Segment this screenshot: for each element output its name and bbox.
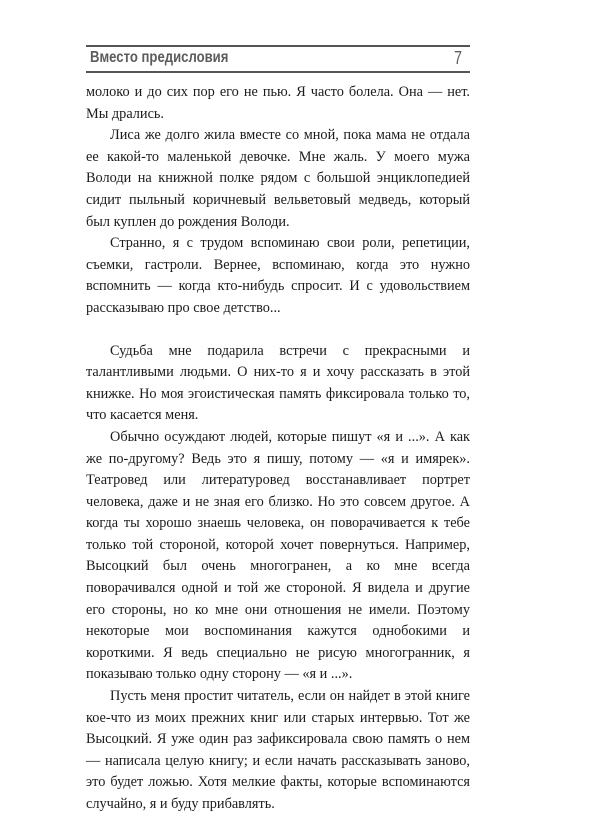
paragraph: Пусть меня простит читатель, если он найдет в этой книге кое-что из моих прежних книг или старых интервью. Тот же Высоцкий. Я уже один раз зафиксировала свою память о нем — написала целую книгу; и если начать рассказывать заново, это будет ложью. Хотя мелкие факты, которые вспоминаются случайно, я и буду прибавлять. [86,688,470,812]
paragraph: Судьба мне подарила встречи с прекрасными и талантливыми людьми. О них-то я и хочу рассказать в этой книжке. Но моя эгоистическая память фиксировала только то, что касается меня. [86,342,470,424]
running-header [86,45,470,73]
paragraph-continuation: молоко и до сих пор его не пью. Я часто болела. Она — нет. Мы дрались. [86,84,470,122]
paragraph: Обычно осуждают людей, которые пишут «я и ...». А как же по-другому? Ведь это я пишу, потому — «я и имярек». Театровед или литературовед восстанавливает портрет человека, даже и не зная его близко. Но это совсем другое. А когда ты хорошо знаешь человека, он поворачивается к тебе только той стороной, которой хочет повернуться. Например, Высоцкий был очень многогранен, а ко мне всегда поворачивался одной и той же стороной. Я видела и другие его стороны, но ко мне они отношения не имели. Поэтому некоторые мои воспоминания кажутся однобокими и короткими. Я ведь специально не рисую многогранник, я показываю только одну сторону — «я и ...». [86,428,470,683]
section-break [86,320,470,341]
body-text [86,82,470,816]
section-title: Вместо предисловия [90,49,229,66]
paragraph: Странно, я с трудом вспоминаю свои роли, репетиции, съемки, гастроли. Вернее, вспоминаю, когда это нужно вспомнить — когда кто-нибудь спросит. И с удовольствием рассказываю про свое детство... [86,235,470,316]
page-number: 7 [453,48,462,68]
paragraph: Лиса же долго жила вместе со мной, пока мама не отдала ее какой-то маленькой девочке. Мне жаль. У моего мужа Володи на книжной полке рядом с большой энциклопедией сидит пыльный коричневый вельветовый медведь, который был куплен до рождения Володи. [86,127,470,230]
